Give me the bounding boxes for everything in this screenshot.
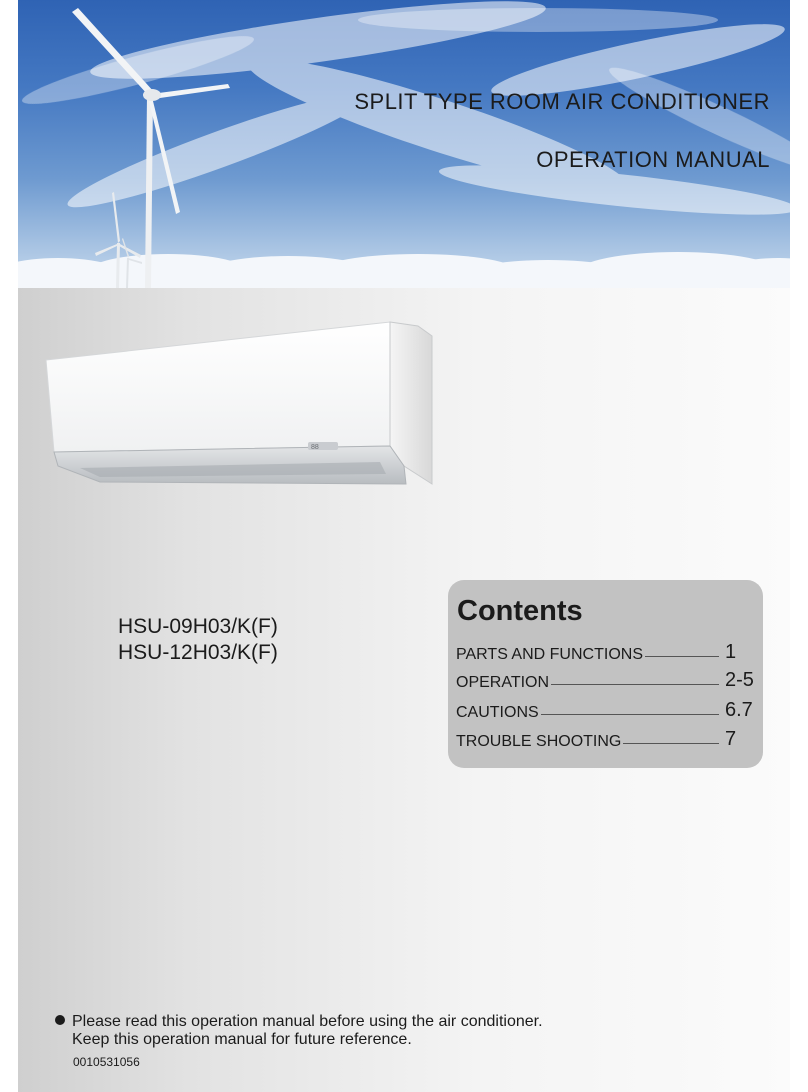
svg-text:88: 88 — [311, 444, 319, 451]
toc-item-page: 6.7 — [725, 699, 753, 721]
toc-item-cautions[interactable] — [456, 698, 755, 722]
contents-box — [448, 580, 763, 768]
reading-note-line2: Keep this operation manual for future reference. — [72, 1031, 412, 1048]
bullet-icon — [55, 1015, 65, 1025]
wind-turbine-illustration — [18, 0, 790, 288]
toc-item-trouble-shooting[interactable] — [456, 727, 755, 751]
toc-leader-line — [645, 656, 719, 657]
toc-item-parts-and-functions[interactable] — [456, 640, 755, 664]
air-conditioner-unit-image — [40, 316, 440, 491]
toc-item-label: OPERATION — [456, 674, 550, 691]
toc-item-page: 7 — [725, 728, 737, 750]
toc-item-page: 1 — [725, 641, 737, 663]
manual-title-line1: SPLIT TYPE ROOM AIR CONDITIONER — [354, 89, 770, 114]
reading-note — [55, 1013, 543, 1049]
toc-item-page: 2-5 — [725, 669, 754, 691]
manual-title-line2: OPERATION MANUAL — [536, 147, 770, 172]
toc-item-label: CAUTIONS — [456, 704, 539, 721]
sky-banner — [18, 0, 790, 288]
reading-note-line1: Please read this operation manual before using the air conditioner. — [72, 1013, 543, 1030]
toc-item-operation[interactable] — [456, 668, 755, 692]
model-number: HSU-09H03/K(F) — [118, 615, 278, 638]
document-code: 0010531056 — [73, 1055, 140, 1069]
toc-leader-line — [541, 714, 719, 715]
contents-title: Contents — [457, 595, 583, 627]
toc-leader-line — [623, 743, 719, 744]
model-numbers — [118, 614, 278, 666]
model-number: HSU-12H03/K(F) — [118, 641, 278, 664]
toc-leader-line — [551, 684, 719, 685]
toc-item-label: PARTS AND FUNCTIONS — [456, 646, 643, 663]
toc-item-label: TROUBLE SHOOTING — [456, 733, 622, 750]
